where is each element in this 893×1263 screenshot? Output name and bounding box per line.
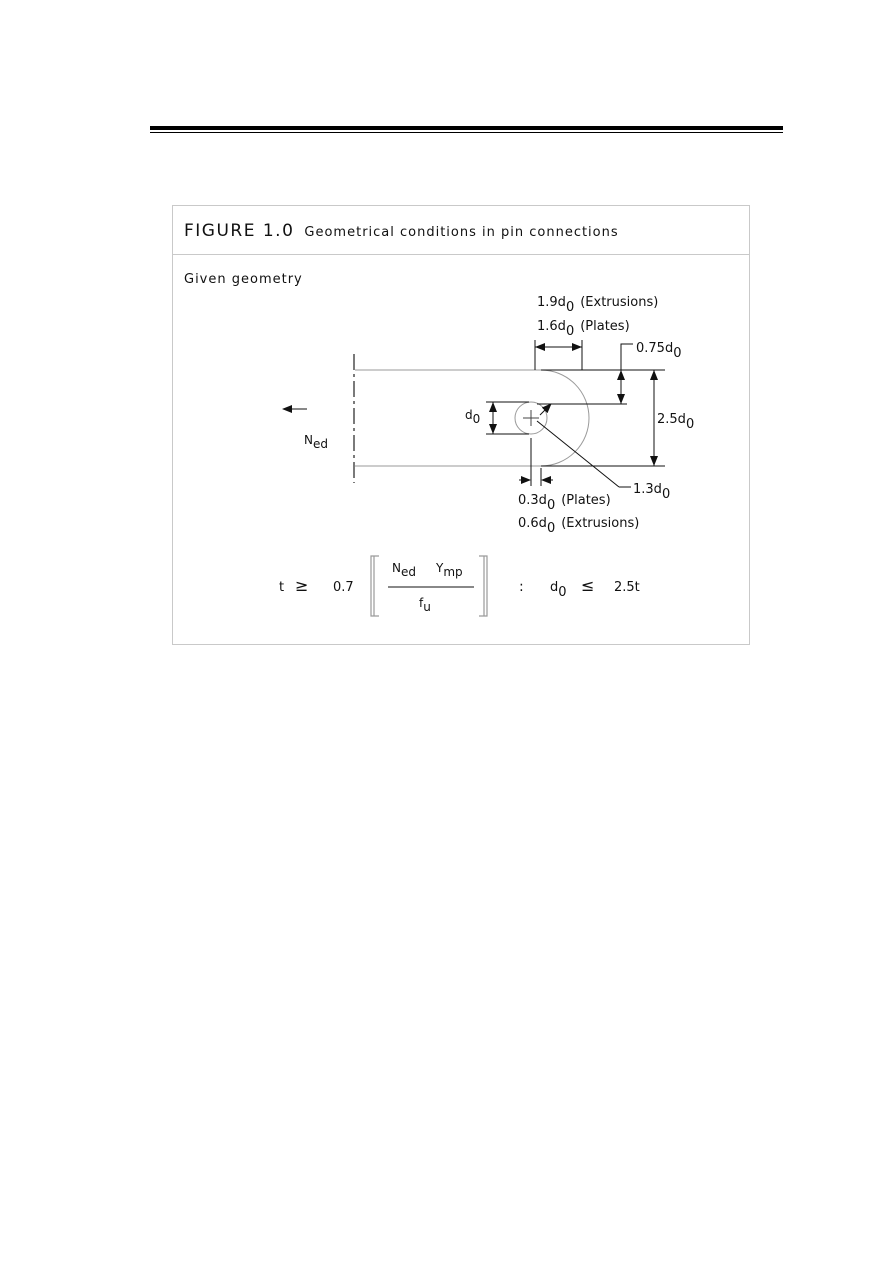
formula-coef: 0.7 [333,580,354,595]
bottom-dim-2: 0.6d0 (Extrusions) [518,516,640,536]
hole-dimension [486,402,529,434]
figure-subheading: Given geometry [184,272,303,287]
formula-num-n: Ned [392,561,416,579]
top-dim-1: 1.9d0 (Extrusions) [537,295,659,315]
header-rule-thin [150,132,783,133]
right-dim-large: 2.5d0 [657,412,695,432]
pin-connection-diagram [173,206,751,646]
formula [279,556,640,616]
header-rule-thick [150,126,783,130]
bottom-dimension [519,438,553,486]
formula-cond-rel: ≤ [581,576,595,595]
radius-label: 1.3d0 [633,482,671,502]
formula-num-g: Ymp [436,561,463,579]
figure-label: FIGURE 1.0 [184,221,295,241]
right-dim-small: 0.75d0 [636,341,682,361]
formula-lhs: t [279,580,285,595]
bottom-dim-1: 0.3d0 (Plates) [518,493,611,513]
formula-cond-d: d0 [550,580,567,600]
top-dimension [535,340,582,370]
figure-frame [172,205,750,645]
formula-cond-rhs: 2.5t [614,580,640,595]
formula-separator: : [519,579,524,595]
force-label: Ned [304,433,328,451]
figure-title: Geometrical conditions in pin connections [304,225,619,240]
hole-label: d0 [465,408,481,426]
formula-den-f: fu [419,596,431,614]
top-dim-2: 1.6d0 (Plates) [537,319,630,339]
formula-relation: ≥ [295,576,309,595]
radius-leader [537,404,631,487]
right-dimension [537,344,665,466]
